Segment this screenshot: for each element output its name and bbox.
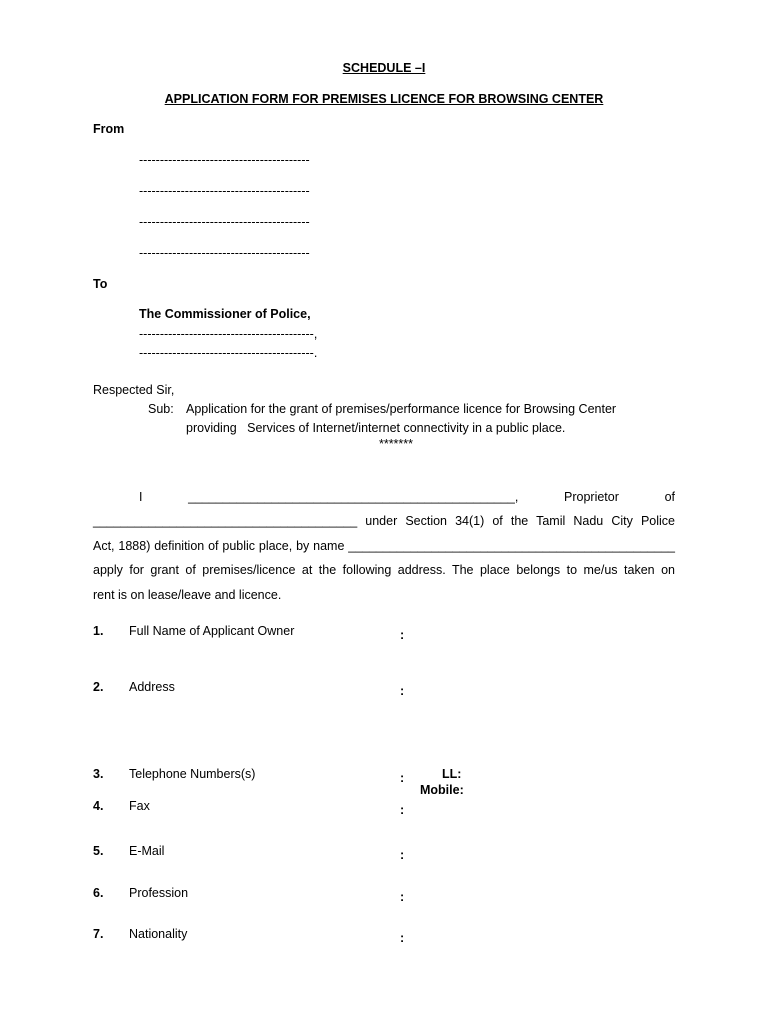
field-number: 3. — [93, 767, 104, 781]
field-colon: : — [400, 931, 405, 945]
sub-label: Sub: — [148, 402, 174, 416]
field-label-fax: Fax — [129, 799, 150, 813]
from-line: ----------------------------------------- — [139, 215, 310, 229]
salutation: Respected Sir, — [93, 383, 175, 397]
field-colon: : — [400, 803, 405, 817]
body-line: rent is on lease/leave and licence. — [93, 588, 282, 602]
field-number: 6. — [93, 886, 104, 900]
field-label-telephone: Telephone Numbers(s) — [129, 767, 256, 781]
body-line: Act, 1888) definition of public place, by name _______________________________________________ — [93, 539, 675, 553]
subject-line: providing Services of Internet/internet connectivity in a public place. — [186, 421, 566, 435]
addressee-line: ------------------------------------------. — [139, 346, 318, 360]
mobile-label: Mobile: — [420, 783, 464, 797]
from-line: ----------------------------------------- — [139, 246, 310, 260]
from-line: ----------------------------------------- — [139, 184, 310, 198]
field-label-full-name: Full Name of Applicant Owner — [129, 624, 295, 638]
body-line: ______________________________________ under Section 34(1) of the Tamil Nadu City Police — [93, 514, 675, 528]
from-label: From — [93, 122, 125, 136]
addressee-line: ------------------------------------------, — [139, 327, 318, 341]
body-line: apply for grant of premises/licence at the following address. The place belongs to me/us taken on — [93, 563, 675, 577]
field-number: 5. — [93, 844, 104, 858]
from-line: ----------------------------------------- — [139, 153, 310, 167]
field-colon: : — [400, 848, 405, 862]
field-colon: : — [400, 771, 405, 785]
field-colon: : — [400, 628, 405, 642]
addressee: The Commissioner of Police, — [139, 307, 311, 321]
field-number: 1. — [93, 624, 104, 638]
subject-line: Application for the grant of premises/performance licence for Browsing Center — [186, 402, 617, 416]
field-label-nationality: Nationality — [129, 927, 188, 941]
field-label-email: E-Mail — [129, 844, 165, 858]
form-title: APPLICATION FORM FOR PREMISES LICENCE FOR BROWSING CENTER — [164, 92, 604, 106]
field-colon: : — [400, 684, 405, 698]
field-number: 4. — [93, 799, 104, 813]
field-number: 7. — [93, 927, 104, 941]
field-number: 2. — [93, 680, 104, 694]
schedule-title: SCHEDULE –I — [342, 61, 426, 75]
landline-label: LL: — [442, 767, 462, 781]
separator-stars: ******* — [378, 437, 414, 451]
body-line: I _______________________________________________, Proprietor of — [139, 490, 675, 504]
field-colon: : — [400, 890, 405, 904]
to-label: To — [93, 277, 108, 291]
field-label-profession: Profession — [129, 886, 189, 900]
field-label-address: Address — [129, 680, 175, 694]
